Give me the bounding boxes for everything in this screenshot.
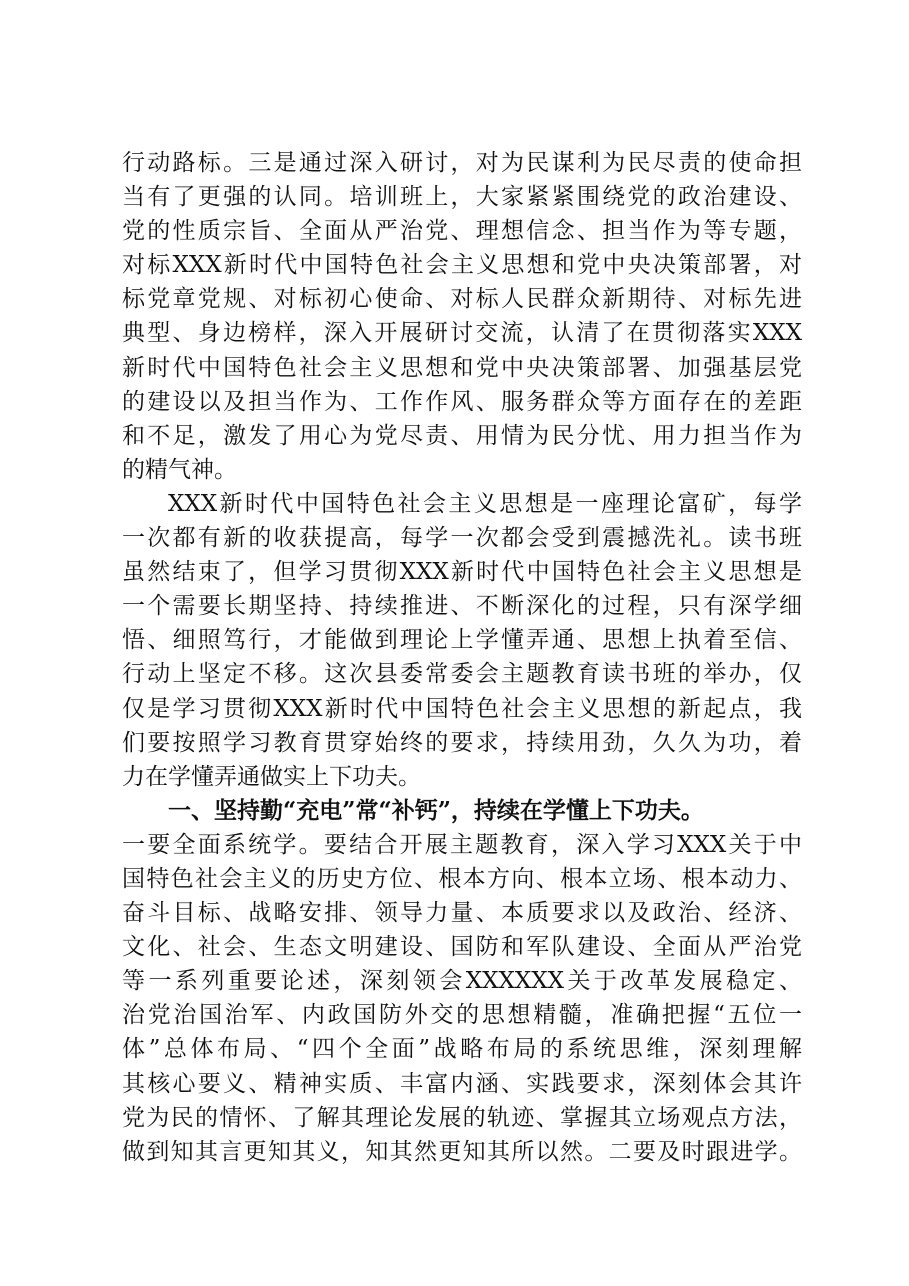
- body-text-line: XXX新时代中国特色社会主义思想是一座理论富矿，每学: [168, 490, 802, 517]
- body-text-line: 的建设以及担当作为、工作作风、服务群众等方面存在的差距: [122, 388, 802, 415]
- body-text-line: 虽然结束了，但学习贯彻XXX新时代中国特色社会主义思想是: [122, 559, 802, 586]
- body-text-line: 做到知其言更知其义，知其然更知其所以然。二要及时跟进学。: [122, 1138, 802, 1165]
- body-text-line: 一要全面系统学。要结合开展主题教育，深入学习XXX关于中: [122, 831, 802, 858]
- body-text-line: 力在学懂弄通做实上下功夫。: [122, 763, 421, 790]
- body-text-line: 悟、细照笃行，才能做到理论上学懂弄通、思想上执着至信、: [122, 627, 802, 654]
- document-body: [122, 146, 802, 1169]
- body-text-line: 和不足，激发了用心为党尽责、用情为民分忧、用力担当作为: [122, 422, 802, 449]
- body-text-line: 其核心要义、精神实质、丰富内涵、实践要求，深刻体会其许: [122, 1070, 802, 1097]
- body-text-line: 对标XXX新时代中国特色社会主义思想和党中央决策部署，对: [122, 252, 802, 279]
- body-text-line: 党的性质宗旨、全面从严治党、理想信念、担当作为等专题，: [122, 218, 802, 245]
- body-text-line: 仅是学习贯彻XXX新时代中国特色社会主义思想的新起点，我: [122, 695, 802, 722]
- body-text-line: 一次都有新的收获提高，每学一次都会受到震撼洗礼。读书班: [122, 525, 802, 552]
- body-text-line: 当有了更强的认同。培训班上，大家紧紧围绕党的政治建设、: [122, 184, 802, 211]
- body-text-line: 党为民的情怀、了解其理论发展的轨迹、掌握其立场观点方法，: [122, 1104, 802, 1131]
- body-text-line: 行动上坚定不移。这次县委常委会主题教育读书班的举办，仅: [122, 661, 802, 688]
- body-text-line: 的精气神。: [122, 456, 237, 483]
- body-text-line: 标党章党规、对标初心使命、对标人民群众新期待、对标先进: [122, 286, 802, 313]
- section-heading-line: 一、坚持勤“充电”常“补钙”，持续在学懂上下功夫。: [168, 796, 704, 824]
- body-text-line: 典型、身边榜样，深入开展研讨交流，认清了在贯彻落实XXX: [122, 320, 802, 347]
- body-text-line: 等一系列重要论述，深刻领会XXXXXX关于改革发展稳定、: [122, 968, 802, 995]
- body-text-line: 文化、社会、生态文明建设、国防和军队建设、全面从严治党: [122, 934, 802, 961]
- body-text-line: 体”总体布局、“四个全面”战略布局的系统思维，深刻理解: [122, 1036, 802, 1063]
- body-text-line: 国特色社会主义的历史方位、根本方向、根本立场、根本动力、: [122, 865, 802, 892]
- body-text-line: 行动路标。三是通过深入研讨，对为民谋利为民尽责的使命担: [122, 150, 802, 176]
- body-text-line: 奋斗目标、战略安排、领导力量、本质要求以及政治、经济、: [122, 900, 802, 927]
- body-text-line: 们要按照学习教育贯穿始终的要求，持续用劲，久久为功，着: [122, 729, 802, 756]
- body-text-line: 治党治国治军、内政国防外交的思想精髓，准确把握“五位一: [122, 1002, 802, 1029]
- body-text-line: 一个需要长期坚持、持续推进、不断深化的过程，只有深学细: [122, 593, 802, 620]
- body-text-line: 新时代中国特色社会主义思想和党中央决策部署、加强基层党: [122, 354, 802, 381]
